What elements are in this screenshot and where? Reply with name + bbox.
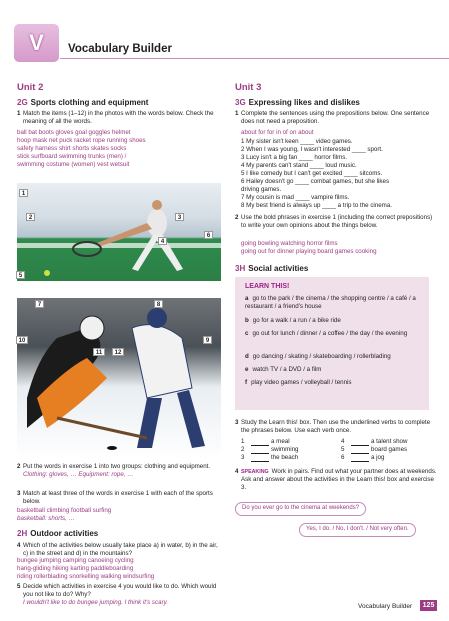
learn-row-text: play video games / volleyball / tennis [251, 379, 352, 386]
learn-this-title: LEARN THIS! [245, 283, 290, 290]
section-2h [17, 529, 98, 539]
exercise-2 [17, 463, 221, 479]
r-ex1-text: Complete the sentences using the prepositions below. One sentence does not need a preposition. [241, 110, 430, 125]
learn-row-text: go out for lunch / dinner / a coffee / the day / the evening [252, 330, 408, 337]
answer-blank [251, 454, 269, 462]
things-word-list [241, 240, 377, 256]
phrase-num: 5 [341, 445, 345, 453]
ex1-text: Match the items (1–12) in the photos with the words below. Check the meaning of all the words. [23, 110, 214, 125]
photo-tag: 2 [26, 213, 35, 221]
phrase-text: swimming [271, 445, 299, 453]
phrase-row [241, 438, 437, 446]
phrase-num: 1 [241, 438, 245, 445]
ex5-num: 5 [17, 583, 21, 590]
exercise-3 [17, 490, 221, 506]
photo-tag: 10 [16, 336, 28, 344]
phrase-text: board games [371, 445, 408, 453]
page-number: 125 [420, 600, 437, 611]
word-line: hoop mask net puck racket rope running shoes [17, 136, 146, 144]
photo-tag: 8 [154, 300, 163, 308]
r-ex4-text: Work in pairs. Find out what your partner does at weekends. Ask and answer about the activities in the Learn this! box and exercise 3. [241, 468, 437, 491]
learn-row-key: f [245, 379, 248, 386]
answer-blank [351, 438, 369, 446]
section-3h-title: Social activities [248, 264, 309, 273]
speaking-tag: SPEAKING [241, 469, 269, 475]
unit-2-heading: Unit 2 [17, 82, 44, 93]
r-ex2-num: 2 [235, 214, 239, 221]
answer-blank [351, 446, 369, 454]
photo-tag: 3 [175, 213, 184, 221]
section-2g-num: 2G [17, 98, 28, 107]
sentence: 1 My sister isn't keen ____ video games. [241, 138, 353, 145]
unit-badge [14, 24, 59, 62]
photo-tag: 11 [93, 348, 105, 356]
word-line: swimming costume (women) vest wetsuit [17, 160, 130, 168]
r-ex3-num: 3 [235, 419, 239, 426]
photo-tag: 1 [19, 189, 28, 197]
answer-blank [251, 438, 269, 446]
sentence: 4 My parents can't stand ____ loud music. [241, 161, 357, 169]
ex5-example: I wouldn't like to do bungee jumping. I think it's scary. [23, 598, 168, 606]
photo-tag: 7 [35, 300, 44, 308]
section-2g-title: Sports clothing and equipment [30, 98, 149, 107]
ex3-num: 3 [17, 490, 21, 497]
ex3-example: basketball: shorts, … [17, 515, 75, 522]
answer-blank [251, 446, 269, 454]
sentence: 8 My best friend is always up ____ a trip to the cinema. [241, 201, 392, 209]
phrase-grid [241, 438, 437, 462]
word-list-1 [17, 129, 222, 169]
word-line: going out for dinner playing board games cooking [241, 247, 377, 255]
section-2g [17, 98, 148, 108]
footer-label: Vocabulary Builder [358, 603, 413, 610]
learn-row [245, 379, 425, 387]
section-3h-num: 3H [235, 264, 246, 273]
section-3g-title: Expressing likes and dislikes [248, 98, 360, 107]
learn-row [245, 317, 425, 325]
page-title: Vocabulary Builder [68, 43, 172, 55]
sentence-list [241, 138, 437, 209]
r-ex1-num: 1 [235, 110, 239, 117]
word-line: going bowling watching horror films [241, 240, 338, 247]
r-ex3-text: Study the Learn this! box. Then use the underlined verbs to complete the phrases below. Use each verb once. [241, 419, 431, 434]
learn-row-text: go to the park / the cinema / the shopping centre / a café / a restaurant / a friend's house [245, 295, 416, 310]
sentence: 7 My cousin is mad ____ vampire films. [241, 193, 350, 201]
activities-word-list [17, 557, 154, 581]
prepositions-list: about for for in of on about [241, 129, 314, 136]
photo-tag: 9 [203, 336, 212, 344]
learn-row [245, 295, 425, 311]
phrase-text: a jog [371, 453, 385, 461]
word-line: stick surfboard swimming trunks (men) / [17, 152, 127, 160]
word-line: ball bat boots gloves goal goggles helmet [17, 129, 131, 136]
photo-tag: 12 [112, 348, 124, 356]
learn-this-box [235, 277, 429, 410]
hockey-photo [17, 298, 221, 460]
ex4-num: 4 [17, 542, 21, 549]
section-2h-num: 2H [17, 529, 28, 538]
sentence: 5 I like comedy but I can't get excited ____ sitcoms. [241, 169, 383, 177]
exercise-r4 [235, 468, 437, 492]
section-3g [235, 98, 360, 108]
section-3g-num: 3G [235, 98, 246, 107]
sentence: 6 Hailey doesn't go ____ combat games, but she likes [241, 177, 390, 185]
ex2-example: Clothing: gloves, … Equipment: rope, … [23, 470, 134, 478]
speech-bubble-answer: Yes, I do. / No, I don't. / Not very often. [299, 523, 416, 537]
phrase-row [241, 446, 437, 454]
learn-row [245, 330, 425, 338]
ex1-num: 1 [17, 110, 21, 117]
word-line: hang-gliding hiking karting paddleboarding [17, 564, 134, 572]
phrase-row [241, 454, 437, 462]
r-ex4-num: 4 [235, 468, 239, 475]
ex4-text: Which of the activities below usually take place a) in water, b) in the air, c) in the street and d) in the mountains? [23, 542, 218, 557]
exercise-5 [17, 583, 221, 607]
learn-row-key: a [245, 295, 249, 302]
learn-row-text: watch TV / a DVD / a film [252, 366, 322, 373]
ex2-num: 2 [17, 463, 21, 470]
exercise-1 [17, 110, 221, 126]
badge-letter: V [29, 29, 44, 55]
unit-3-heading: Unit 3 [235, 82, 262, 93]
word-line: bungee jumping camping canoeing cycling [17, 557, 134, 564]
word-line: safety harness shirt shorts skates socks [17, 144, 127, 152]
ex2-text: Put the words in exercise 1 into two groups: clothing and equipment. [23, 463, 211, 470]
photo-tag: 5 [16, 271, 25, 279]
exercise-r1 [235, 110, 437, 126]
sports-word-list: basketball climbing football surfing [17, 507, 112, 514]
exercise-r3 [235, 419, 437, 435]
answer-blank [351, 454, 369, 462]
hockey-players-illustration [17, 298, 221, 460]
learn-row-text: go dancing / skating / skateboarding / rollerblading [252, 353, 391, 360]
sentence: 3 Lucy isn't a big fan ____ horror films. [241, 153, 348, 161]
tennis-player-illustration [17, 183, 221, 281]
phrase-num: 3 [241, 453, 245, 461]
ex5-text: Decide which activities in exercise 4 you would like to do. Which would you not like to do? Why? [23, 583, 217, 598]
photo-tag: 4 [158, 237, 167, 245]
exercise-4 [17, 542, 221, 558]
learn-row [245, 353, 425, 361]
exercise-r2 [235, 214, 437, 230]
phrase-num: 2 [241, 445, 245, 453]
section-3h [235, 264, 308, 274]
learn-row-text: go for a walk / a run / a bike ride [252, 317, 341, 324]
learn-row-key: b [245, 317, 249, 324]
phrase-text: the beach [271, 453, 299, 461]
phrase-text: a meal [271, 438, 290, 445]
sentence: driving games. [241, 185, 282, 193]
speech-bubble-question: Do you ever go to the cinema at weekends? [235, 502, 366, 516]
phrase-num: 6 [341, 453, 345, 461]
tennis-photo [17, 183, 221, 281]
photo-tag: 6 [204, 231, 213, 239]
learn-row [245, 366, 425, 374]
learn-row-key: e [245, 366, 249, 373]
phrase-text: a talent show [371, 438, 408, 445]
word-line: riding rollerblading snorkelling walking windsurfing [17, 572, 155, 580]
sentence: 2 When I was young, I wasn't interested ____ sport. [241, 145, 383, 153]
r-ex2-text: Use the bold phrases in exercise 1 (including the correct prepositions) to write your own opinions about the things below. [241, 214, 433, 229]
phrase-num: 4 [341, 438, 345, 445]
learn-row-key: d [245, 353, 249, 360]
header-rule [60, 58, 449, 59]
section-2h-title: Outdoor activities [30, 529, 99, 538]
ex3-text: Match at least three of the words in exercise 1 with each of the sports below. [23, 490, 213, 505]
learn-row-key: c [245, 330, 249, 337]
